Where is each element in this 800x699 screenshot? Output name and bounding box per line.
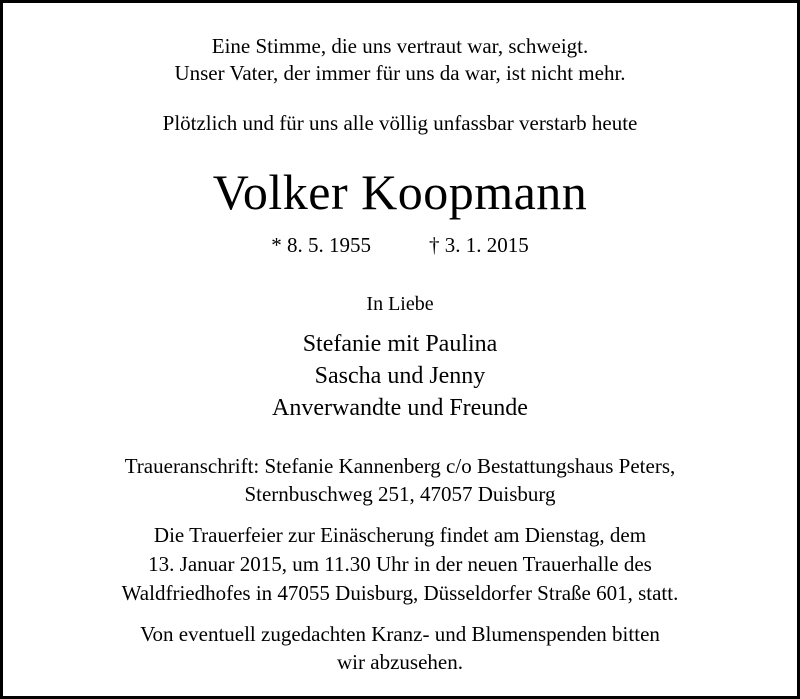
death-date: † 3. 1. 2015 <box>429 233 529 257</box>
mourner-name: Anverwandte und Freunde <box>272 395 528 421</box>
flowers-line-1: Von eventuell zugedachten Kranz- und Blumenspenden bitten <box>140 622 660 646</box>
flowers-line-2: wir abzusehen. <box>337 650 463 674</box>
deceased-name: Volker Koopmann <box>212 164 588 220</box>
ceremony-line-1: Die Trauerfeier zur Einäscherung findet am Dienstag, dem <box>153 523 647 547</box>
intro-line-2: Unser Vater, der immer für uns da war, ist nicht mehr. <box>174 61 626 85</box>
mourning-address-line-1: Traueranschrift: Stefanie Kannenberg c/o Bestattungshaus Peters, <box>124 454 676 478</box>
ceremony-line-2: 13. Januar 2015, um 11.30 Uhr in der neuen Trauerhalle des <box>148 552 652 576</box>
announcement-text: Plötzlich und für uns alle völlig unfassbar verstarb heute <box>162 111 638 135</box>
life-dates <box>3 232 797 259</box>
mourning-address-line-2: Sternbuschweg 251, 47057 Duisburg <box>244 482 556 506</box>
mourner-name: Sascha und Jenny <box>314 363 486 389</box>
intro-line-1: Eine Stimme, die uns vertraut war, schweigt. <box>211 34 589 58</box>
ceremony-line-3: Waldfriedhofes in 47055 Duisburg, Düsseldorfer Straße 601, statt. <box>121 581 679 605</box>
mourner-name: Stefanie mit Paulina <box>302 331 498 357</box>
mourners-heading: In Liebe <box>366 293 434 315</box>
birth-date: * 8. 5. 1955 <box>271 233 371 257</box>
